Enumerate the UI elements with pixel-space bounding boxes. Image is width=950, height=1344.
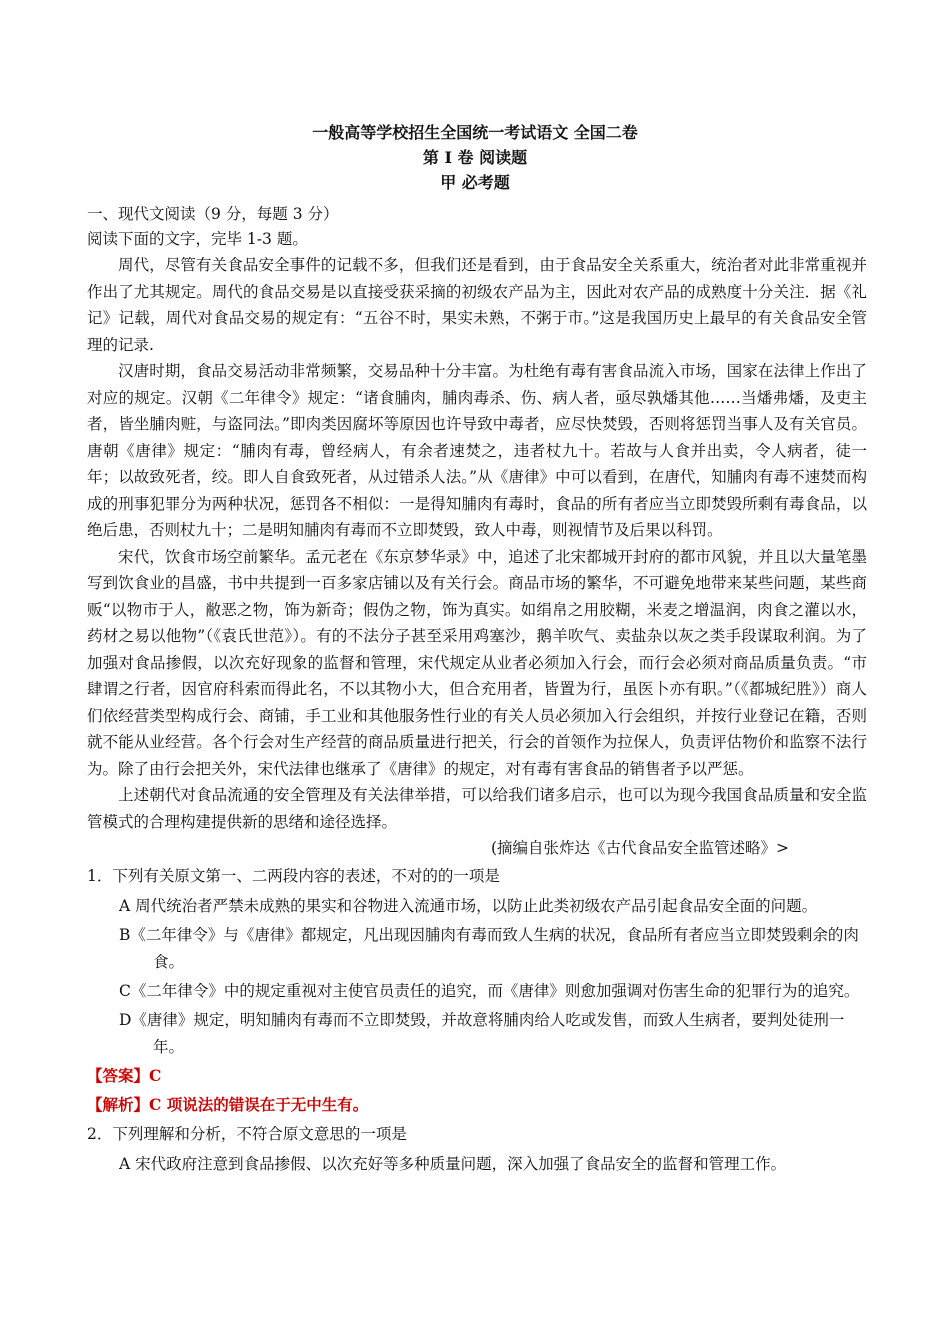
passage-paragraph-3: 宋代，饮食市场空前繁华。孟元老在《东京梦华录》中，追述了北宋都城开封府的都市风貌，并且以大量笔墨写到饮食业的昌盛，书中共提到一百多家店铺以及有关行会。商品市场的繁华，不可避免地带来某些问题，某些商贩“以物市于人，敝恶之物，饰为新奇；假伪之物，饰为真实。如绢帛之用胶糊，米麦之增温润，肉食之灌以水，药材之易以他物”（《袁氏世范》）。有的不法分子甚至采用鸡塞沙，鹅羊吹气、卖盐杂以灰之类手段谋取利润。为了加强对食品掺假，以次充好现象的监督和管理，宋代规定从业者必须加入行会，而行会必须对商品质量负责。“市肆谓之行者，因官府科索而得此名，不以其物小大，但合充用者，皆置为行，虽医卜亦有职。”（《都城纪胜》）商人们依经营类型构成行会、商铺，手工业和其他服务性行业的有关人员必须加入行会组织，并按行业登记在籍，否则就不能从业经营。各个行会对生产经营的商品质量进行把关，行会的首领作为拉保人，负责评估物价和监察不法行为。除了由行会把关外，宋代法律也继承了《唐律》的规定，对有毒有害食品的销售者予以严惩。 xyxy=(87,547,867,778)
passage-paragraph-2: 汉唐时期，食品交易活动非常频繁，交易品种十分丰富。为杜绝有毒有害食品流入市场，国家在法律上作出了对应的规定。汉朝《二年律令》规定：“诸食脯肉，脯肉毒杀、伤、病人者，亟尽孰燔其他……当燔弗燔，及吏主者，皆坐脯肉赃，与盗同法。”即肉类因腐坏等原因也许导致中毒者，应尽快焚毁，否则将惩罚当事人及有关官员。唐朝《唐律》规定：“脯肉有毒，曾经病人，有余者速焚之，违者杖九十。若故与人食并出卖，令人病者，徒一年；以故致死者，绞。即人自食致死者，从过错杀人法。”从《唐律》中可以看到，在唐代，知脯肉有毒不速焚而构成的刑事犯罪分为两种状况，惩罚各不相似：一是得知脯肉有毒时，食品的所有者应当立即焚毁所剩有毒食品，以绝后患，否则杖九十；二是明知脯肉有毒而不立即焚毁，致人中毒，则视情节及后果以科罚。 xyxy=(87,362,867,539)
question-1-option-b: B《二年律令》与《唐律》都规定，凡出现因脯肉有毒而致人生病的状况，食品所有者应当立即焚毁剩余的肉食。 xyxy=(119,926,859,971)
reading-instruction: 阅读下面的文字，完毕 1-3 题。 xyxy=(87,230,308,248)
question-1-stem: 1．下列有关原文第一、二两段内容的表述，不对的的一项是 xyxy=(87,867,500,885)
question-2-option-a: A 宋代政府注意到食品掺假、以次充好等多种质量问题，深入加强了食品安全的监督和管理工作。 xyxy=(119,1155,787,1173)
question-2-stem: 2．下列理解和分析，不符合原文意思的一项是 xyxy=(87,1125,407,1143)
passage-paragraph-1: 周代，尽管有关食品安全事件的记载不多，但我们还是看到，由于食品安全关系重大，统治者对此非常重视并作出了尤其规定。周代的食品交易是以直接受获采摘的初级农产品为主，因此对农产品的成熟度十分关注．据《礼记》记载，周代对食品交易的规定有：“五谷不时，果实未熟，不粥于市。”这是我国历史上最早的有关食品安全管理的记录. xyxy=(87,256,867,354)
reading-heading: 一、现代文阅读（9 分，每题 3 分） xyxy=(87,205,339,223)
passage-source: (摘编自张炸达《古代食品安全监管述略》> xyxy=(490,839,789,857)
exam-title: 一般高等学校招生全国统一考试语文 全国二卷 xyxy=(312,123,638,142)
passage-paragraph-4: 上述朝代对食品流通的安全管理及有关法律举措，可以给我们诸多启示，也可以为现今我国食品质量和安全监管模式的合理构建提供新的思绪和途径选择。 xyxy=(87,786,867,831)
question-1-option-a: A 周代统治者严禁未成熟的果实和谷物进入流通市场，以防止此类初级农产品引起食品安全面的问题。 xyxy=(119,897,818,915)
question-1-answer: 【答案】C xyxy=(87,1066,162,1085)
document-content xyxy=(87,202,867,1178)
question-1-option-d: D《唐律》规定，明知脯肉有毒而不立即焚毁，并故意将脯肉给人吃或发售，而致人生病者，要判处徒刑一年。 xyxy=(119,1011,845,1056)
question-1-option-c: C《二年律令》中的规定重视对主使官员责任的追究，而《唐律》则愈加强调对伤害生命的犯罪行为的追究。 xyxy=(119,982,860,1000)
part-title: 第 I 卷 阅读题 xyxy=(422,148,528,167)
title-block xyxy=(0,120,950,195)
question-1-analysis: 【解析】C 项说法的错误在于无中生有。 xyxy=(87,1095,369,1114)
section-title: 甲 必考题 xyxy=(440,173,510,192)
